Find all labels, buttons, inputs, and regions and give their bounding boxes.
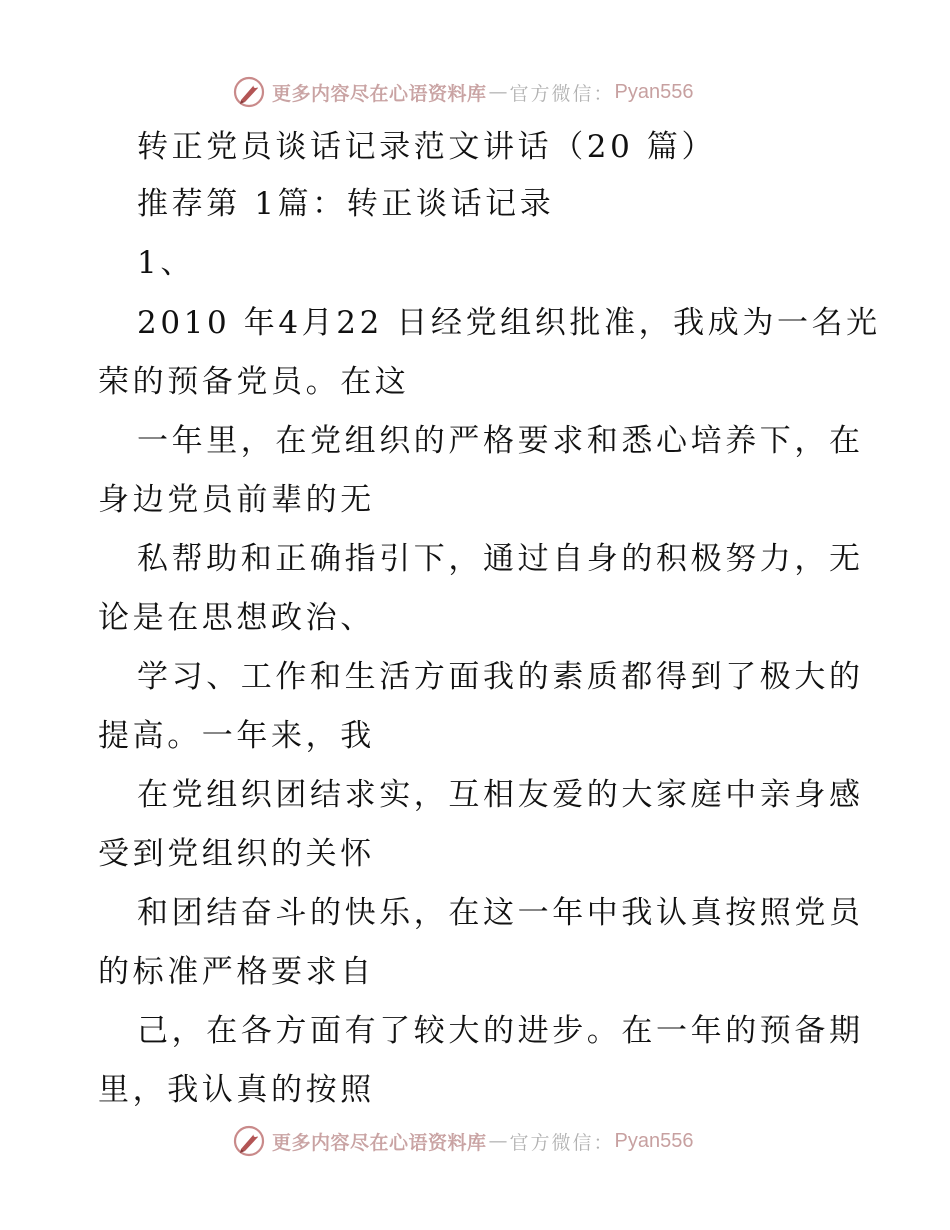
paragraph-line: 和团结奋斗的快乐，在这一年中我认真按照党员 (137, 895, 864, 931)
section-heading: 推荐第 1篇：转正谈话记录 (137, 186, 555, 222)
paragraph-line: 的标准严格要求自 (98, 954, 375, 990)
watermark-separator: — (488, 1130, 508, 1152)
pen-logo-icon (232, 75, 266, 109)
paragraph-line: 论是在思想政治、 (98, 600, 375, 636)
paragraph-line: 2010 年4月22 日经党组织批准，我成为一名光 (137, 305, 881, 341)
watermark-contact-id: Pyan556 (614, 80, 694, 103)
watermark-text: 更多内容尽在心语资料库 (272, 82, 487, 105)
paragraph-line: 身边党员前辈的无 (98, 482, 375, 518)
paragraph-line: 一年里，在党组织的严格要求和悉心培养下，在 (137, 423, 864, 459)
paragraph-line: 私帮助和正确指引下，通过自身的积极努力，无 (137, 541, 864, 577)
watermark-contact-id: Pyan556 (614, 1129, 694, 1152)
watermark-separator: — (488, 81, 508, 103)
paragraph-line: 荣的预备党员。在这 (98, 364, 410, 400)
pen-logo-icon (232, 1124, 266, 1158)
item-number: 1、 (137, 245, 195, 281)
watermark-contact-label: 官方微信： (509, 82, 615, 105)
watermark-contact-label: 官方微信： (509, 1131, 615, 1154)
paragraph-line: 受到党组织的关怀 (98, 836, 375, 872)
document-title: 转正党员谈话记录范文讲话（20 篇） (137, 129, 717, 165)
paragraph-line: 在党组织团结求实，互相友爱的大家庭中亲身感 (137, 777, 864, 813)
paragraph-line: 学习、工作和生活方面我的素质都得到了极大的 (137, 659, 864, 695)
paragraph-line: 提高。一年来，我 (98, 718, 375, 754)
paragraph-line: 里，我认真的按照 (98, 1072, 375, 1108)
footer-watermark (232, 1121, 694, 1161)
watermark-text: 更多内容尽在心语资料库 (272, 1131, 487, 1154)
header-watermark (232, 72, 694, 112)
paragraph-line: 己，在各方面有了较大的进步。在一年的预备期 (137, 1013, 864, 1049)
